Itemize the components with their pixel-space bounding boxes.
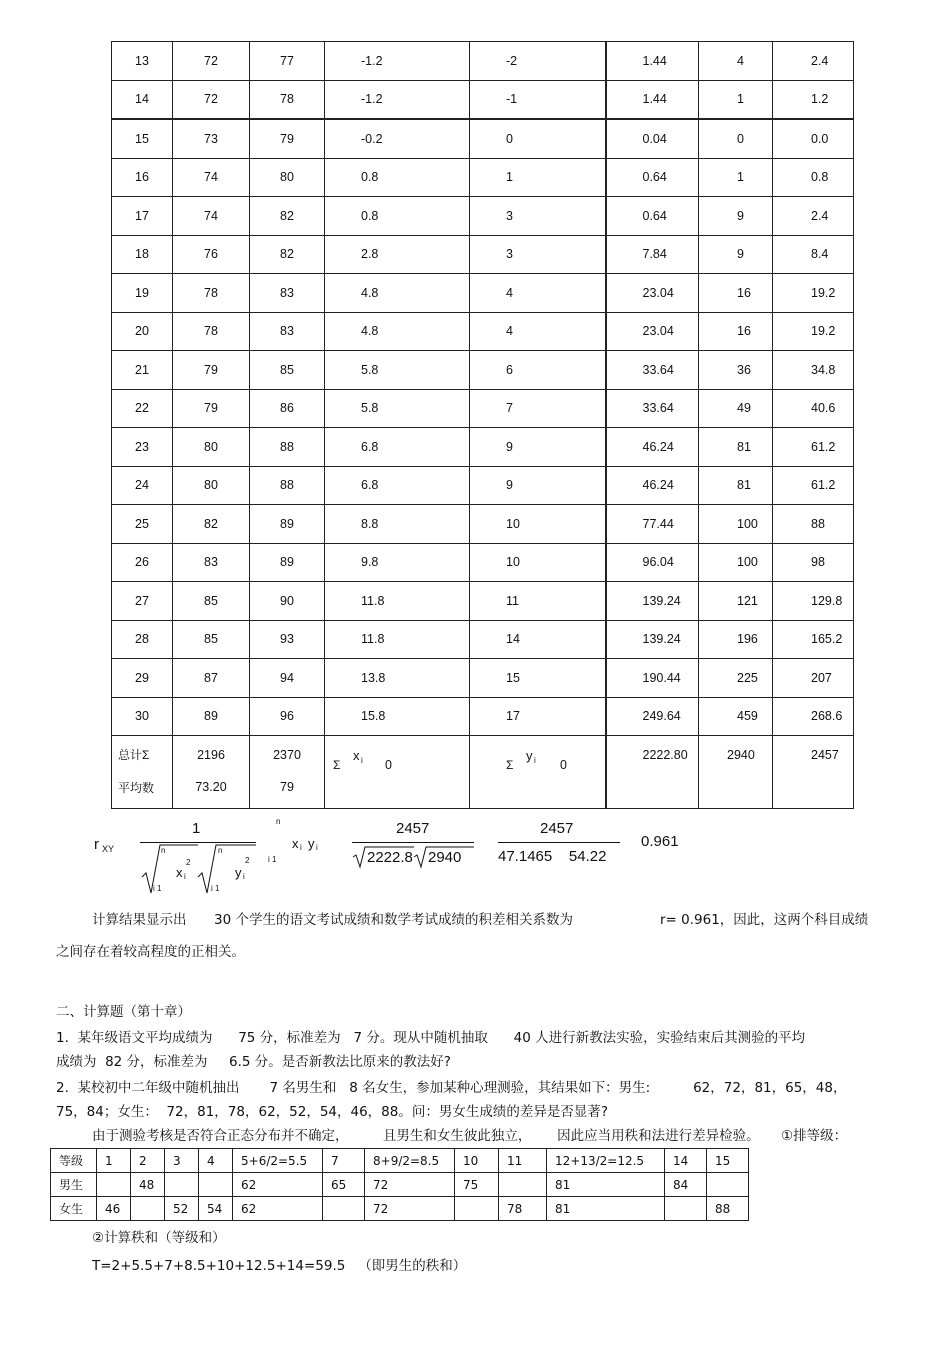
x-squared-2: 2	[186, 858, 191, 867]
x-squared-i: i	[184, 872, 186, 881]
table-cell: 4	[699, 42, 773, 81]
table-cell: 2.8	[325, 235, 470, 274]
table-cell: 85	[173, 620, 250, 659]
rank-cell: 81	[547, 1173, 665, 1197]
table-cell: 5.8	[325, 351, 470, 390]
table-row	[112, 235, 854, 274]
rank-cell: 11	[499, 1149, 547, 1173]
correlation-table	[111, 41, 854, 809]
rank-row-header	[51, 1149, 749, 1173]
table-cell: 74	[173, 158, 250, 197]
rank-cell: 3	[165, 1149, 199, 1173]
formula-result: 0.961	[641, 833, 679, 850]
table-cell: 78	[250, 80, 325, 119]
table-cell: 3	[470, 235, 606, 274]
xy-x-i: i	[300, 843, 302, 852]
table-cell: 18	[112, 235, 173, 274]
fraction3-denominator: 47.1465 54.22	[498, 848, 607, 865]
table-cell: 100	[699, 543, 773, 582]
rank-cell: 65	[323, 1173, 365, 1197]
table-cell: 14	[112, 80, 173, 119]
table-cell: 72	[173, 80, 250, 119]
table-cell: 4.8	[325, 274, 470, 313]
table-cell: 46.24	[606, 428, 699, 467]
table-cell: 1	[699, 158, 773, 197]
rank-cell: 15	[707, 1149, 749, 1173]
table-cell: 10	[470, 543, 606, 582]
rank-row-male	[51, 1173, 749, 1197]
table-cell: 225	[699, 659, 773, 698]
rank-cell: 52	[165, 1197, 199, 1221]
table-cell: 24	[112, 466, 173, 505]
formula-r-subscript: XY	[102, 844, 115, 854]
table-row	[112, 543, 854, 582]
table-row	[112, 466, 854, 505]
table-cell: 21	[112, 351, 173, 390]
conclusion-line1a: 计算结果显示出	[92, 912, 187, 928]
x-squared-x: x	[176, 865, 183, 880]
table-cell: 0.0	[773, 119, 854, 158]
correlation-table-body	[112, 42, 854, 809]
table-row	[112, 274, 854, 313]
sum-upper-n2: n	[218, 846, 223, 855]
table-row	[112, 505, 854, 544]
rank-table	[50, 1148, 749, 1221]
table-cell: 82	[250, 197, 325, 236]
table-cell: 33.64	[606, 389, 699, 428]
formula-one: 1	[192, 820, 201, 837]
table-cell: 89	[250, 505, 325, 544]
fraction-bar-2	[352, 842, 474, 843]
table-cell: 77	[250, 42, 325, 81]
table-cell: 72	[173, 42, 250, 81]
y-squared-2: 2	[245, 856, 250, 865]
table-row	[112, 697, 854, 736]
table-cell: 0.64	[606, 158, 699, 197]
question1-line2: 成绩为 82 分，标准差为 6.5 分。是否新教法比原来的教法好?	[56, 1054, 451, 1070]
rank-cell: 12+13/2=12.5	[547, 1149, 665, 1173]
table-cell: 268.6	[773, 697, 854, 736]
table-cell: 93	[250, 620, 325, 659]
table-cell: 0.64	[606, 197, 699, 236]
table-row	[112, 582, 854, 621]
rank-row-female	[51, 1197, 749, 1221]
table-cell: 129.8	[773, 582, 854, 621]
table-cell: 9	[699, 197, 773, 236]
table-cell: 73	[173, 119, 250, 158]
table-cell: 85	[250, 351, 325, 390]
table-cell: 9	[699, 235, 773, 274]
table-cell: 89	[173, 697, 250, 736]
rank-cell: 女生	[51, 1197, 97, 1221]
sum-xy: 2457	[811, 748, 839, 762]
question2-line2: 75，84；女生： 72，81，78，62，52，54，46，88。问：男女生成绩的差异是否显著?	[56, 1104, 609, 1120]
question2-line3: 由于测验考核是否符合正态分布并不确定， 且男生和女生彼此独立， 因此应当用秩和法进行差异检验。 ①排等级：	[92, 1128, 848, 1144]
rank-cell	[323, 1197, 365, 1221]
table-cell: 94	[250, 659, 325, 698]
section-heading: 二、计算题（第十章）	[56, 1004, 191, 1020]
table-cell: 8.8	[325, 505, 470, 544]
table-cell: 22	[112, 389, 173, 428]
rank-cell: 46	[97, 1197, 131, 1221]
table-cell: 83	[250, 312, 325, 351]
table-cell: 0.8	[325, 158, 470, 197]
table-cell: 88	[250, 428, 325, 467]
table-cell: 90	[250, 582, 325, 621]
table-row	[112, 197, 854, 236]
rank-cell: 62	[233, 1197, 323, 1221]
rank-cell	[131, 1197, 165, 1221]
table-cell: 25	[112, 505, 173, 544]
table-cell: 15	[112, 119, 173, 158]
rank-cell: 1	[97, 1149, 131, 1173]
table-cell: 98	[773, 543, 854, 582]
table-cell: 80	[173, 466, 250, 505]
rank-cell: 5+6/2=5.5	[233, 1149, 323, 1173]
rank-cell: 男生	[51, 1173, 97, 1197]
table-cell: 13.8	[325, 659, 470, 698]
avg-x: 73.20	[195, 780, 227, 794]
fraction2-den-a: 2222.8	[367, 849, 413, 866]
table-cell: 165.2	[773, 620, 854, 659]
table-cell: 28	[112, 620, 173, 659]
xi-subscript: i	[361, 756, 363, 765]
table-row	[112, 312, 854, 351]
table-cell: 83	[173, 543, 250, 582]
table-cell: 9	[470, 466, 606, 505]
fraction-bar-3	[498, 842, 620, 843]
rank-cell	[455, 1197, 499, 1221]
table-cell: 85	[173, 582, 250, 621]
table-cell: 1	[699, 80, 773, 119]
sigma-y: Σ	[506, 758, 514, 772]
table-cell: 20	[112, 312, 173, 351]
table-cell: 4	[470, 274, 606, 313]
table-cell: 15	[470, 659, 606, 698]
table-cell: 1.2	[773, 80, 854, 119]
table-cell: 16	[699, 274, 773, 313]
table-summary-row	[112, 736, 854, 809]
table-cell: 190.44	[606, 659, 699, 698]
table-cell: 81	[699, 466, 773, 505]
y-squared-i: i	[243, 872, 245, 881]
table-row	[112, 620, 854, 659]
table-cell: 6.8	[325, 428, 470, 467]
rank-cell	[499, 1173, 547, 1197]
table-cell: 79	[250, 119, 325, 158]
rank-cell: 78	[499, 1197, 547, 1221]
sum-x: 2196	[197, 748, 225, 762]
table-cell: 2.4	[773, 42, 854, 81]
rank-cell: 72	[365, 1173, 455, 1197]
table-cell: 96	[250, 697, 325, 736]
table-cell: 9	[470, 428, 606, 467]
rank-cell: 8+9/2=8.5	[365, 1149, 455, 1173]
table-cell: 30	[112, 697, 173, 736]
rank-cell: 14	[665, 1149, 707, 1173]
rank-cell: 7	[323, 1149, 365, 1173]
table-cell: 459	[699, 697, 773, 736]
table-cell: 4.8	[325, 312, 470, 351]
table-cell: 0.8	[325, 197, 470, 236]
table-cell: 121	[699, 582, 773, 621]
table-cell: 11	[470, 582, 606, 621]
table-cell: 0.8	[773, 158, 854, 197]
xi-symbol: x	[353, 748, 360, 763]
table-cell: 249.64	[606, 697, 699, 736]
table-cell: 4	[470, 312, 606, 351]
sum-label: 总计Σ	[118, 748, 150, 762]
rank-cell: 81	[547, 1197, 665, 1221]
table-cell: 19.2	[773, 312, 854, 351]
deviation-y-sum: 0	[560, 758, 567, 772]
table-cell: -1	[470, 80, 606, 119]
xy-y-i: i	[316, 843, 318, 852]
table-cell: 61.2	[773, 466, 854, 505]
fraction3-numerator: 2457	[540, 820, 574, 837]
sum-upper-n1: n	[161, 846, 166, 855]
sum-lower-2: i 1	[211, 884, 220, 893]
avg-label: 平均数	[118, 781, 155, 795]
rank-cell	[707, 1173, 749, 1197]
table-cell: 79	[173, 351, 250, 390]
table-cell: 33.64	[606, 351, 699, 390]
table-cell: 3	[470, 197, 606, 236]
fraction2-den-b: 2940	[428, 849, 462, 866]
rank-cell: 2	[131, 1149, 165, 1173]
table-row	[112, 351, 854, 390]
table-cell: 88	[250, 466, 325, 505]
rank-cell: 72	[365, 1197, 455, 1221]
rank-cell: 54	[199, 1197, 233, 1221]
rank-cell: 62	[233, 1173, 323, 1197]
rank-cell	[199, 1173, 233, 1197]
rank-table-body	[51, 1149, 749, 1221]
table-cell: 34.8	[773, 351, 854, 390]
sum-y2: 2940	[727, 748, 755, 762]
table-cell: 11.8	[325, 620, 470, 659]
table-cell: 96.04	[606, 543, 699, 582]
table-cell: 5.8	[325, 389, 470, 428]
table-cell: 7	[470, 389, 606, 428]
table-cell: 1.44	[606, 80, 699, 119]
step2-label: ②计算秩和（等级和）	[92, 1230, 226, 1246]
yi-subscript: i	[534, 756, 536, 765]
table-cell: -1.2	[325, 80, 470, 119]
y-squared-y: y	[235, 865, 242, 880]
avg-y: 79	[280, 780, 294, 794]
table-cell: 40.6	[773, 389, 854, 428]
rank-cell: 4	[199, 1149, 233, 1173]
sum-upper-n3: n	[276, 817, 281, 826]
table-cell: 77.44	[606, 505, 699, 544]
table-cell: 14	[470, 620, 606, 659]
table-cell: 6.8	[325, 466, 470, 505]
rank-cell: 84	[665, 1173, 707, 1197]
table-cell: 78	[173, 312, 250, 351]
table-cell: 1	[470, 158, 606, 197]
table-cell: 82	[173, 505, 250, 544]
table-cell: 0.04	[606, 119, 699, 158]
table-cell: 11.8	[325, 582, 470, 621]
sigma-x: Σ	[333, 758, 341, 772]
table-row	[112, 389, 854, 428]
table-row	[112, 80, 854, 119]
table-cell: 46.24	[606, 466, 699, 505]
fraction2-numerator: 2457	[396, 820, 430, 837]
table-cell: 78	[173, 274, 250, 313]
table-cell: 207	[773, 659, 854, 698]
table-cell: 1.44	[606, 42, 699, 81]
table-cell: 80	[173, 428, 250, 467]
table-cell: 81	[699, 428, 773, 467]
table-cell: 80	[250, 158, 325, 197]
table-cell: 19.2	[773, 274, 854, 313]
table-cell: 27	[112, 582, 173, 621]
rank-cell: 88	[707, 1197, 749, 1221]
conclusion-line2: 之间存在着较高程度的正相关。	[56, 944, 245, 960]
xy-x: x	[292, 836, 299, 851]
question1-line1: 1. 某年级语文平均成绩为 75 分，标准差为 7 分。现从中随机抽取 40 人进行新教法实验，实验结束后其测验的平均	[56, 1030, 806, 1046]
table-cell: 23.04	[606, 312, 699, 351]
table-row	[112, 659, 854, 698]
rank-cell	[97, 1173, 131, 1197]
table-row	[112, 158, 854, 197]
table-row	[112, 42, 854, 81]
table-cell: 13	[112, 42, 173, 81]
table-cell: 36	[699, 351, 773, 390]
conclusion-line1c: r= 0.961，因此，这两个科目成绩	[660, 912, 869, 928]
table-cell: 100	[699, 505, 773, 544]
formula-r: r	[94, 836, 99, 853]
table-cell: 7.84	[606, 235, 699, 274]
xy-y: y	[308, 836, 315, 851]
rank-cell: 10	[455, 1149, 499, 1173]
table-cell: 139.24	[606, 620, 699, 659]
table-row	[112, 428, 854, 467]
table-cell: 79	[173, 389, 250, 428]
table-cell: -1.2	[325, 42, 470, 81]
table-cell: 8.4	[773, 235, 854, 274]
table-cell: 19	[112, 274, 173, 313]
table-cell: 61.2	[773, 428, 854, 467]
table-cell: 0	[699, 119, 773, 158]
table-cell: 17	[470, 697, 606, 736]
yi-symbol: y	[526, 748, 533, 763]
table-cell: 9.8	[325, 543, 470, 582]
table-cell: 88	[773, 505, 854, 544]
table-cell: 16	[699, 312, 773, 351]
rank-cell: 等级	[51, 1149, 97, 1173]
table-cell: 89	[250, 543, 325, 582]
table-cell: 2.4	[773, 197, 854, 236]
sum-y: 2370	[273, 748, 301, 762]
deviation-x-sum: 0	[385, 758, 392, 772]
rank-cell: 75	[455, 1173, 499, 1197]
table-cell: 83	[250, 274, 325, 313]
table-cell: 16	[112, 158, 173, 197]
table-cell: 82	[250, 235, 325, 274]
table-cell: 26	[112, 543, 173, 582]
table-cell: -0.2	[325, 119, 470, 158]
table-cell: 6	[470, 351, 606, 390]
sum-x2: 2222.80	[642, 748, 688, 762]
table-cell: 15.8	[325, 697, 470, 736]
sum-lower-3: i 1	[268, 855, 277, 864]
rank-cell	[665, 1197, 707, 1221]
table-cell: 86	[250, 389, 325, 428]
table-cell: 139.24	[606, 582, 699, 621]
table-cell: 74	[173, 197, 250, 236]
table-cell: 10	[470, 505, 606, 544]
rank-cell: 48	[131, 1173, 165, 1197]
table-cell: 23	[112, 428, 173, 467]
table-cell: 17	[112, 197, 173, 236]
sum-lower-1: i 1	[153, 884, 162, 893]
table-cell: 0	[470, 119, 606, 158]
conclusion-line1b: 30 个学生的语文考试成绩和数学考试成绩的积差相关系数为	[214, 912, 573, 928]
table-row	[112, 119, 854, 158]
rank-sum-calculation: T=2+5.5+7+8.5+10+12.5+14=59.5 （即男生的秩和）	[92, 1258, 467, 1274]
table-cell: 196	[699, 620, 773, 659]
table-cell: 29	[112, 659, 173, 698]
rank-cell	[165, 1173, 199, 1197]
table-cell: 49	[699, 389, 773, 428]
question2-line1: 2. 某校初中二年级中随机抽出 7 名男生和 8 名女生，参加某种心理测验，其结果如下：男生: 62，72，81，65，48，	[56, 1080, 847, 1096]
table-cell: -2	[470, 42, 606, 81]
table-cell: 87	[173, 659, 250, 698]
table-cell: 76	[173, 235, 250, 274]
table-cell: 23.04	[606, 274, 699, 313]
